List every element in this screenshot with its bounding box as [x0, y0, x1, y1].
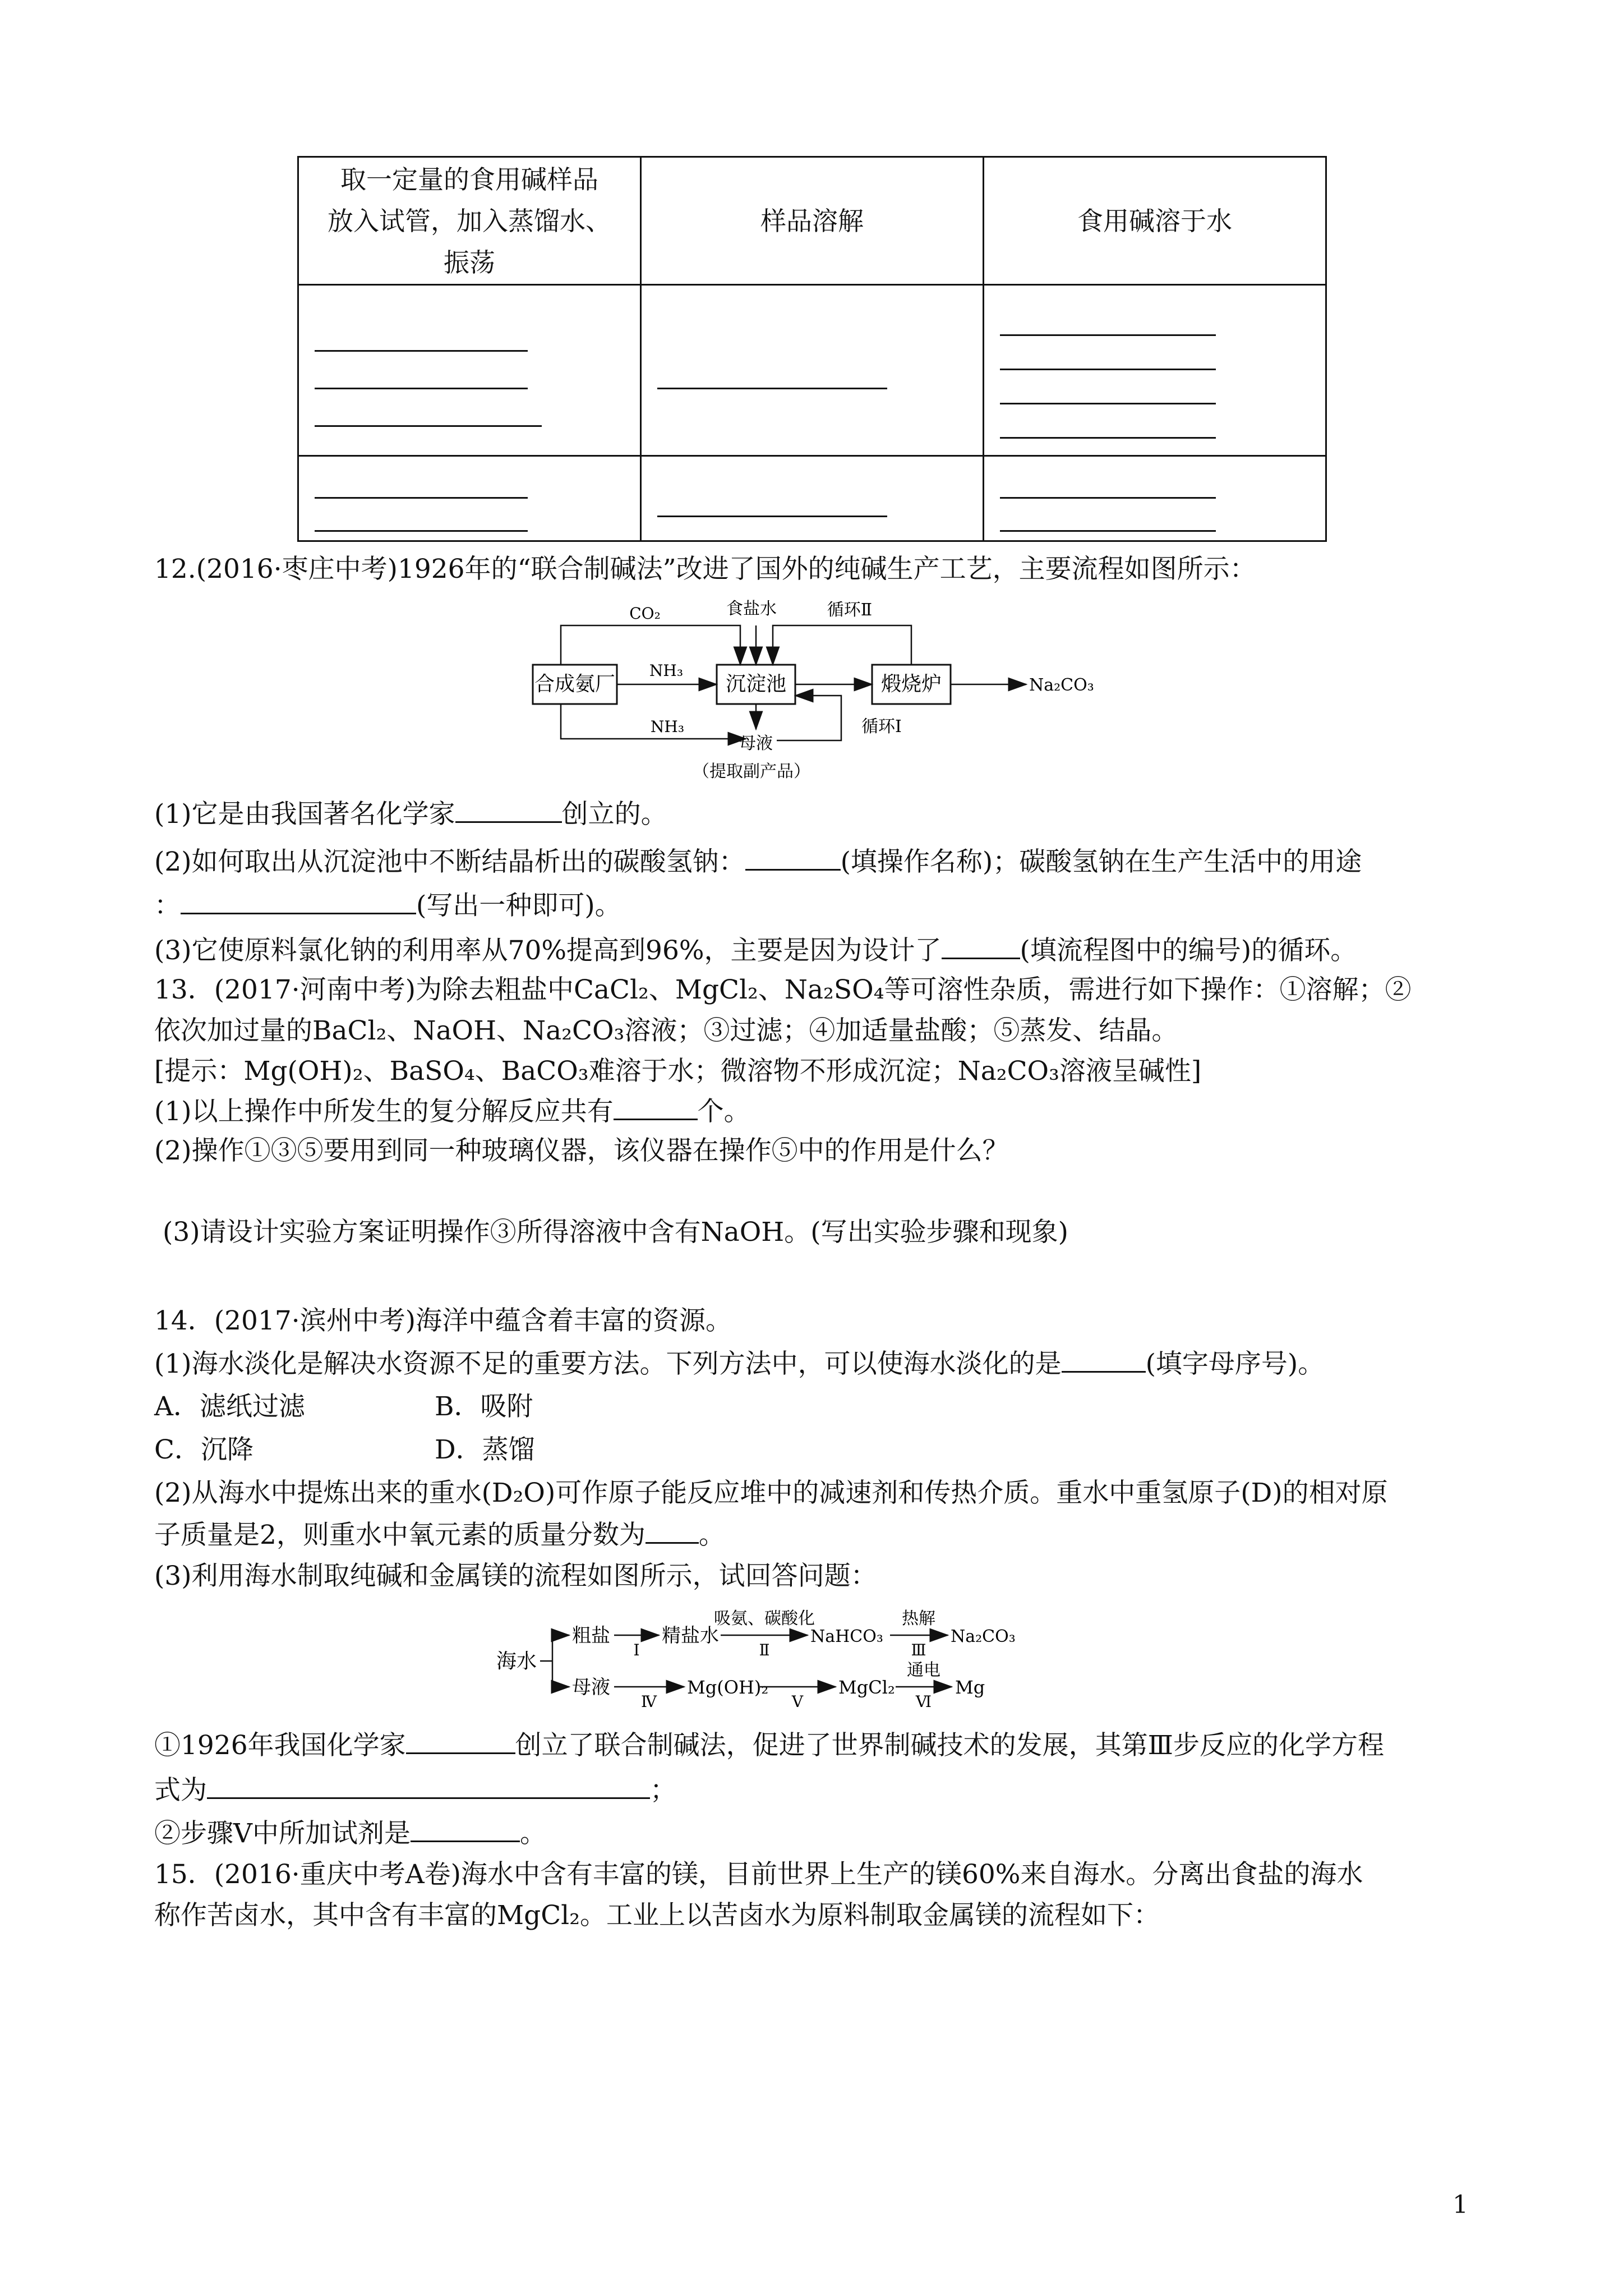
answer-blank[interactable]	[1000, 302, 1216, 336]
label-mother-liquor-14: 母液	[572, 1676, 610, 1699]
answer-cell	[984, 456, 1326, 541]
text: 个。	[697, 1096, 750, 1127]
text: (填字母序号)。	[1145, 1349, 1325, 1379]
text: 式为	[154, 1775, 207, 1806]
label-step1: Ⅰ	[633, 1641, 640, 1659]
answer-blank[interactable]	[1000, 370, 1216, 404]
answer-blank[interactable]	[1062, 1346, 1146, 1373]
header-line: 放入试管，加入蒸馏水、	[328, 205, 611, 236]
q13-line2: 依次加过量的BaCl₂、NaOH、Na₂CO₃溶液；③过滤；④加适量盐酸；⑤蒸发、结晶。	[154, 1015, 1178, 1046]
answer-blank[interactable]	[315, 389, 542, 427]
label-ammonia-plant: 合成氨厂	[534, 673, 616, 696]
q14-sub1	[154, 1728, 1384, 1763]
answer-blank[interactable]	[411, 1816, 520, 1842]
text: ；	[650, 1775, 676, 1806]
text: 创立了联合制碱法，促进了世界制碱技术的发展，其第Ⅲ步反应的化学方程	[515, 1730, 1384, 1761]
label-furnace: 煅烧炉	[880, 673, 942, 696]
text: 。	[698, 1520, 725, 1550]
option-b: B．吸附	[435, 1391, 533, 1422]
text: (2)如何取出从沉淀池中不断结晶析出的碳酸氢钠：	[154, 846, 745, 877]
text: 子质量是2，则重水中氧元素的质量分数为	[154, 1520, 645, 1550]
option-c: C．沉降	[154, 1434, 253, 1465]
header-line: 取一定量的食用碱样品	[340, 164, 598, 195]
text: 创立的。	[561, 799, 667, 830]
table-header-row	[298, 157, 1326, 285]
q13-part3: (3)请设计实验方案证明操作③所得溶液中含有NaOH。(写出实验步骤和现象)	[163, 1217, 1068, 1248]
text: ①1926年我国化学家	[154, 1730, 406, 1761]
answer-cell	[298, 456, 641, 541]
label-mg: Mg	[955, 1677, 985, 1698]
answer-blank[interactable]	[315, 314, 528, 352]
flow-diagram-12	[505, 592, 1122, 794]
q13-part1	[154, 1094, 750, 1129]
answer-blank[interactable]	[645, 1517, 699, 1544]
label-electrolysis: 通电	[907, 1660, 940, 1680]
label-crude-salt: 粗盐	[572, 1625, 610, 1647]
table-row	[298, 456, 1326, 541]
label-step4: Ⅳ	[641, 1692, 657, 1711]
arrow-cycle2	[773, 625, 911, 665]
answer-blank[interactable]	[181, 888, 416, 914]
label-na2co3: Na₂CO₃	[951, 1627, 1016, 1646]
label-brine: 食盐水	[726, 599, 777, 619]
text: (1)它是由我国著名化学家	[154, 799, 455, 830]
label-nh3-bottom: NH₃	[650, 717, 685, 736]
answer-table	[297, 156, 1327, 542]
header-line: 振荡	[444, 247, 495, 278]
table-header-operation	[298, 157, 641, 285]
label-product: Na₂CO₃	[1029, 675, 1094, 695]
q14-sub1-cont	[154, 1773, 676, 1807]
label-mother-liquor: 母液	[739, 734, 773, 753]
answer-blank[interactable]	[1000, 466, 1216, 499]
label-step5: Ⅴ	[791, 1692, 804, 1711]
answer-blank[interactable]	[657, 352, 887, 389]
q12-part3	[154, 933, 1357, 968]
q12-part2	[154, 844, 1362, 879]
q14-part3: (3)利用海水制取纯碱和金属镁的流程如图所示，试回答问题：	[154, 1561, 877, 1591]
arrow-co2	[561, 625, 740, 665]
text: (1)以上操作中所发生的复分解反应共有	[154, 1096, 614, 1127]
text: ：	[154, 890, 181, 921]
label-settling-tank: 沉淀池	[725, 673, 787, 696]
answer-blank[interactable]	[455, 797, 562, 823]
table-header-conclusion: 食用碱溶于水	[984, 157, 1326, 285]
label-byproduct: （提取副产品）	[693, 762, 810, 781]
q14-part1	[154, 1346, 1324, 1381]
q15-line1: 15．(2016·重庆中考A卷)海水中含有丰富的镁，目前世界上生产的镁60%来自海水。分离出食盐的海水	[154, 1859, 1363, 1890]
answer-blank[interactable]	[315, 352, 528, 389]
answer-cell	[641, 285, 984, 456]
answer-cell	[984, 285, 1326, 456]
text: (填流程图中的编号)的循环。	[1020, 935, 1357, 966]
q14-part2-line2	[154, 1517, 725, 1552]
q12-part2-cont	[154, 888, 621, 923]
q12-stem: 12.(2016·枣庄中考)1926年的“联合制碱法”改进了国外的纯碱生产工艺，主要流程如图所示：	[154, 554, 1256, 585]
option-d: D．蒸馏	[435, 1434, 535, 1465]
answer-blank[interactable]	[315, 466, 528, 499]
text: ②步骤Ⅴ中所加试剂是	[154, 1818, 411, 1849]
q13-line1: 13．(2017·河南中考)为除去粗盐中CaCl₂、MgCl₂、Na₂SO₄等可溶性杂质，需进行如下操作：①溶解；②	[154, 974, 1412, 1005]
q13-hint: [提示：Mg(OH)₂、BaSO₄、BaCO₃难溶于水；微溶物不形成沉淀；Na₂CO₃溶液呈碱性]	[154, 1056, 1202, 1087]
answer-cell	[641, 456, 984, 541]
label-refined-brine: 精盐水	[662, 1625, 719, 1647]
arrow-cycle1	[777, 696, 841, 740]
answer-blank[interactable]	[614, 1094, 698, 1120]
text: 。	[519, 1818, 546, 1849]
label-cycle1: 循环Ⅰ	[861, 717, 902, 737]
flow-diagram-14	[496, 1602, 1147, 1714]
q12-part1	[154, 797, 667, 831]
answer-blank[interactable]	[942, 933, 1020, 959]
answer-blank[interactable]	[406, 1728, 515, 1754]
q14-options-row2	[154, 1433, 535, 1467]
text: (3)它使原料氯化钠的利用率从70%提高到96%，主要是因为设计了	[154, 935, 942, 966]
label-mgoh2: Mg(OH)₂	[687, 1677, 769, 1698]
label-nahco3: NaHCO₃	[810, 1627, 883, 1646]
answer-blank[interactable]	[207, 1773, 650, 1799]
label-co2: CO₂	[629, 604, 661, 623]
text: (1)海水淡化是解决水资源不足的重要方法。下列方法中，可以使海水淡化的是	[154, 1349, 1062, 1379]
page-number: 1	[1453, 2191, 1468, 2219]
text: (写出一种即可)。	[416, 890, 621, 921]
label-step3: Ⅲ	[911, 1641, 926, 1659]
q14-stem: 14．(2017·滨州中考)海洋中蕴含着丰富的资源。	[154, 1305, 732, 1336]
table-header-phenomenon: 样品溶解	[641, 157, 984, 285]
q14-part2-line1: (2)从海水中提炼出来的重水(D₂O)可作原子能反应堆中的减速剂和传热介质。重水中重氢原子(D)的相对原	[154, 1478, 1388, 1508]
answer-blank[interactable]	[1000, 404, 1216, 439]
label-step6: Ⅵ	[915, 1692, 932, 1711]
answer-blank[interactable]	[315, 499, 528, 532]
answer-blank[interactable]	[657, 480, 887, 517]
q14-sub2	[154, 1816, 546, 1851]
option-a: A．滤纸过滤	[154, 1391, 305, 1422]
q15-line2: 称作苦卤水，其中含有丰富的MgCl₂。工业上以苦卤水为原料制取金属镁的流程如下：	[154, 1900, 1160, 1931]
label-cycle2: 循环Ⅱ	[827, 600, 873, 620]
label-step2: Ⅱ	[759, 1641, 770, 1659]
table-row	[298, 285, 1326, 456]
label-nh3-top: NH₃	[649, 661, 684, 680]
text: (填操作名称)；碳酸氢钠在生产生活中的用途	[840, 846, 1362, 877]
q13-part2: (2)操作①③⑤要用到同一种玻璃仪器，该仪器在操作⑤中的作用是什么？	[154, 1135, 1009, 1166]
answer-cell	[298, 285, 641, 456]
answer-blank[interactable]	[1000, 499, 1216, 532]
answer-blank[interactable]	[745, 844, 841, 871]
answer-blank[interactable]	[1000, 336, 1216, 370]
label-absorb: 吸氨、碳酸化	[714, 1609, 815, 1628]
label-pyrolysis: 热解	[902, 1609, 935, 1628]
label-seawater: 海水	[496, 1650, 537, 1673]
label-mgcl2: MgCl₂	[838, 1677, 895, 1698]
q14-options-row1	[154, 1390, 533, 1424]
